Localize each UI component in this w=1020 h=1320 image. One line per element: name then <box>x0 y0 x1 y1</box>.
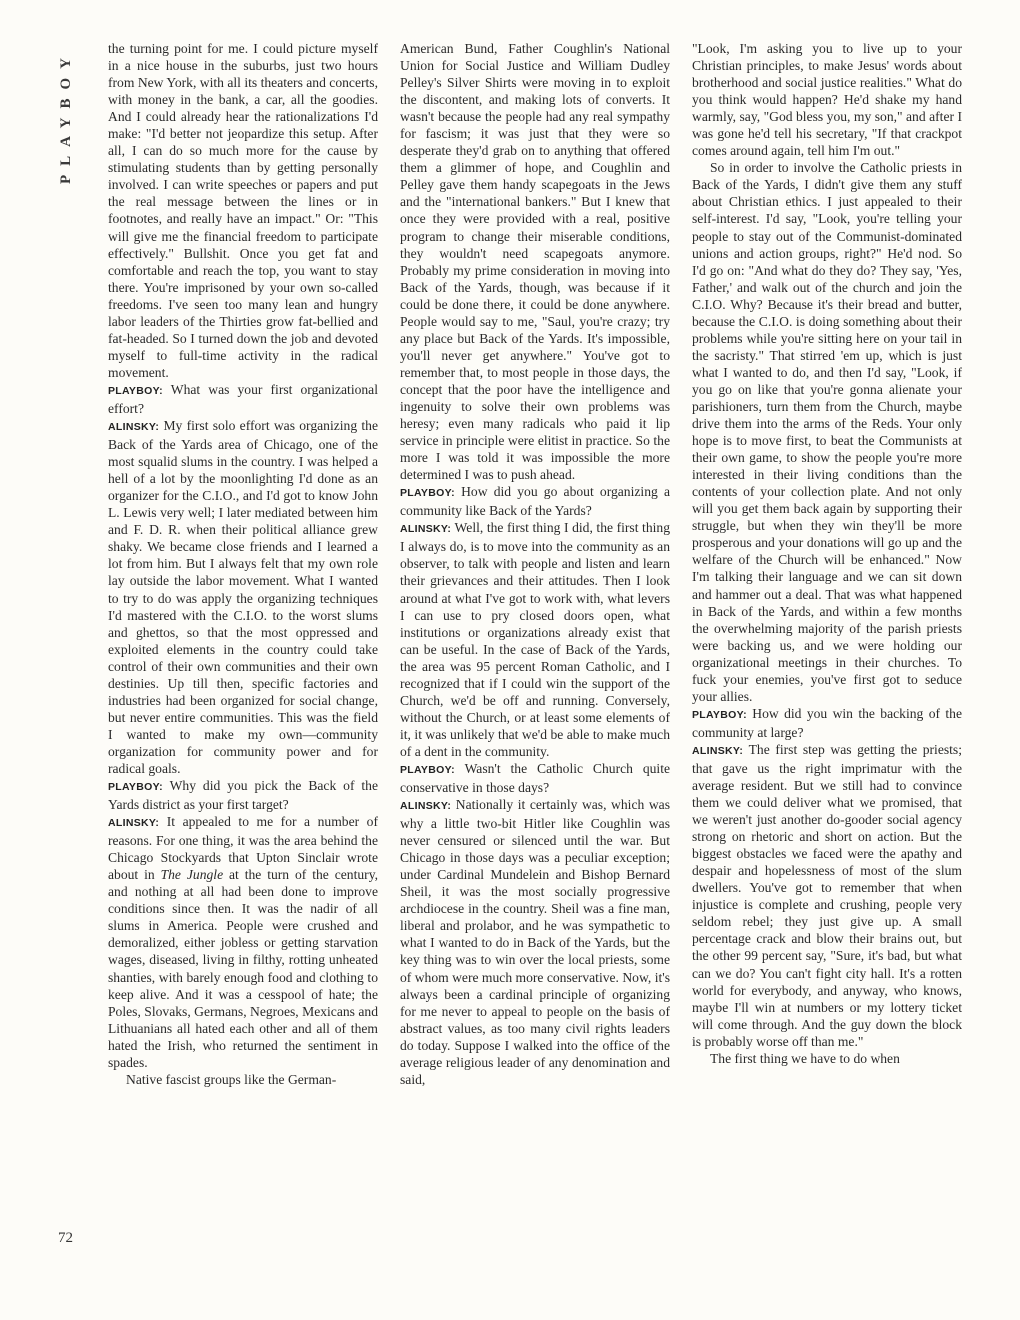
qa-paragraph <box>108 813 378 1071</box>
body-text: What was your first organizational effort? <box>108 381 378 416</box>
paragraph <box>400 40 670 483</box>
speaker-label: PLAYBOY: <box>108 781 163 794</box>
qa-paragraph <box>108 417 378 777</box>
paragraph <box>108 40 378 381</box>
qa-paragraph <box>692 705 962 741</box>
book-title: The Jungle <box>160 867 224 883</box>
body-text: Nationally it certainly was, which was why a little two-bit Hitler like Coughlin was never censured or silenced until the war. But Chicago in those days was a peculiar exception; under Cardinal Mundelein and Bishop Bernard Sheil, it was the most socially progressive archdiocese in the country. Sheil was a fine man, liberal and prolabor, and he was sympathetic to what I wanted to do in Back of the Yards, but the key thing was to win over the local priests, some of whom were much more conservative. Now, it's always been a cardinal principle of organizing for me never to appeal to people on the basis of abstract values, as too many civil rights leaders do today. Suppose I walked into the office of the average religious leader of any denomination and said, <box>400 797 670 1087</box>
body-text: American Bund, Father Coughlin's National Union for Social Justice and William Dudley Pelley's Silver Shirts were moving in to exploit the discontent, and making lots of converts. It wasn't because the people had any real sympathy for fascism; it was just that they were so desperate they'd grab on to anything that offered them a glimmer of hope, and Coughlin and Pelley gave them handy scapegoats in the Jews and the "international bankers." But I knew that once they were provided with a real, positive program to change their miserable conditions, they wouldn't need scapegoats anymore. Probably my prime consideration in moving into Back of the Yards, though, was because if it could be done there, it could be done anywhere. People would say to me, "Saul, you're crazy; try any place but Back of the Yards. It's impossible, you'll never get anywhere." You've got to remember that, to most people in those days, the concept that the poor have the intelligence and ingenuity to solve their own problems was heresy; even many radicals who paid it lip service in principle were elitist in practice. So the more I was told it was impossible the more determined I was to push ahead. <box>400 41 670 483</box>
page-number: 72 <box>58 1230 73 1246</box>
paragraph <box>692 1050 962 1067</box>
body-text: My first solo effort was organizing the Back of the Yards area of Chicago, one of the most squalid slums in the country. I was helped a hell of a lot by the moonlighting I'd done as an organizer for the C.I.O., and I'd got to know John L. Lewis very well; I later mediated between him and F. D. R. when their political alliance grew shaky. We became close friends and I learned a lot from him. But I always felt that my own role lay outside the labor movement. What I wanted to try to do was apply the organizing techniques I'd mastered with the C.I.O. to the worst slums and ghettos, so that the most oppressed and exploited elements in the country could take control of their own communities and their own destinies. Up till then, specific factories and industries had been organized for social change, but never entire communities. This was the field I wanted to make my own—community organization for community power and for radical goals. <box>108 418 378 776</box>
speaker-label: PLAYBOY: <box>400 763 455 776</box>
body-text: Well, the first thing I did, the first thing I always do, is to move into the community as an observer, to talk with people and listen and learn their grievances and their attitudes. Then I look around at what I've got to work with, what levers I can use to pry closed doors open, what institutions or organizations already exist that can be useful. In the case of Back of the Yards, the area was 95 percent Roman Catholic, and I recognized that if I could win the support of the Church, we'd be off and running. Conversely, without the Church, or at least some elements of it, it was unlikely that we'd be able to make much of a dent in the community. <box>400 520 670 759</box>
qa-paragraph <box>108 777 378 813</box>
body-text: Why did you pick the Back of the Yards district as your first target? <box>108 778 378 813</box>
speaker-label: PLAYBOY: <box>692 708 747 721</box>
body-text: How did you go about organizing a community like Back of the Yards? <box>400 484 670 519</box>
body-text: Native fascist groups like the German- <box>126 1071 337 1087</box>
speaker-label: ALINSKY: <box>400 800 452 813</box>
speaker-label: PLAYBOY: <box>400 487 455 500</box>
qa-paragraph <box>400 796 670 1088</box>
speaker-label: ALINSKY: <box>108 817 160 830</box>
qa-paragraph <box>108 381 378 417</box>
body-text: "Look, I'm asking you to live up to your Christian principles, to make Jesus' words about brotherhood and social justice realities." What do you think would happen? He'd shake my hand warmly, say, "God bless you, my son," and after I was gone he'd tell his secretary, "If that crackpot comes around again, tell him I'm out." <box>692 41 962 159</box>
body-text: It appealed to me for a number of reasons. For one thing, it was the area behind the Chicago Stockyards that Upton Sinclair wrote about in <box>108 814 378 883</box>
paragraph <box>692 40 962 159</box>
body-text: The first step was getting the priests; that gave us the right imprimatur with the average resident. But we still had to convince them we could deliver what we promised, that we weren't just another do-gooder social agency strong on rhetoric and short on action. But the biggest obstacles we faced were the apathy and despair and hopelessness of most of the slum dwellers. You've got to remember that when injustice is complete and crushing, people very seldom rebel; they just give up. A small percentage crack and blow their brains out, but the other 99 percent say, "Sure, it's bad, but what can we do? You can't fight city hall. It's a rotten world for everybody, and anyway, who knows, maybe I'll win at numbers or my lottery ticket will come through. And the guy down the block is probably worse off than me." <box>692 741 962 1049</box>
body-text: The first thing we have to do when <box>710 1050 900 1066</box>
paragraph <box>692 159 962 705</box>
speaker-label: PLAYBOY: <box>108 384 163 397</box>
speaker-label: ALINSKY: <box>400 523 452 536</box>
body-text: Wasn't the Catholic Church quite conservative in those days? <box>400 760 670 796</box>
qa-paragraph <box>400 483 670 519</box>
column-1 <box>108 40 378 1260</box>
body-text: How did you win the backing of the community at large? <box>692 705 962 740</box>
qa-paragraph <box>400 760 670 796</box>
qa-paragraph <box>692 741 962 1050</box>
body-text: the turning point for me. I could picture myself in a nice house in the suburbs, just two hours from New York, with all its theaters and concerts, with money in the bank, a car, all the goodies. And I could already hear the rationalizations I'd make: "I'd better not jeopardize this setup. After all, I can do so much more for the cause by stimulating students than by getting personally involved. I can write speeches or papers and put the real message between the lines or in footnotes, and really have an impact." Or: "This will give me the financial freedom to participate effectively." Bullshit. Once you get fat and comfortable and reach the top, you want to stay there. You're imprisoned by your own so-called freedoms. I've seen too many lean and hungry labor leaders of the Thirties grow fat-bellied and fat-headed. So I turned down the job and devoted myself to full-time activity in the radical movement. <box>108 41 378 380</box>
column-2 <box>400 40 670 1260</box>
speaker-label: ALINSKY: <box>108 421 160 434</box>
qa-paragraph <box>400 519 670 760</box>
article-body <box>108 40 962 1260</box>
body-text: So in order to involve the Catholic priests in Back of the Yards, I didn't give them any stuff about Christian ethics. I just appealed to their self-interest. I'd say, "Look, you're telling your people to stay out of the Communist-dominated unions and action groups, right?" He'd nod. So I'd go on: "And what do they do? They say, 'Yes, Father,' and walk out of the church and join the C.I.O. Why? Because it's their bread and butter, because the C.I.O. is doing something about their problems while you're sitting here on your tail in the sacristy." That stirred 'em up, which is just what I wanted to do, and then I'd say, "Look, if you go on like that you're gonna alienate your parishioners, turn them from the Church, maybe drive them into the arms of the Reds. Your only hope is to move first, to beat the Communists at their own game, to show the people you're more interested in their living conditions than the contents of your collection plate. And not only will you get them back again by supporting their struggle, but when they win they'll be more prosperous and your donations will go up and the welfare of the Church will be enhanced." Now I'm talking their language and we can sit down and hammer out a deal. That was what happened in Back of the Yards, and within a few months the overwhelming majority of the parish priests were backing us, and we were holding our organizational meetings in their churches. To fuck your enemies, you've first got to seduce your allies. <box>692 160 962 704</box>
speaker-label: ALINSKY: <box>692 744 744 757</box>
body-text: at the turn of the century, and nothing at all had been done to improve conditions since then. It was the nadir of all slums in America. People were crushed and demoralized, either jobless or getting starvation wages, diseased, living in filthy, rotting unheated shanties, with barely enough food and clothing to keep alive. And it was a cesspool of hate; the Poles, Slovaks, Germans, Negroes, Mexicans and Lithuanians all hated each other and all of them hated the Irish, who returned the sentiment in spades. <box>108 867 378 1070</box>
column-3 <box>692 40 962 1260</box>
paragraph <box>108 1071 378 1088</box>
magazine-brand: PLAYBOY <box>58 49 74 185</box>
